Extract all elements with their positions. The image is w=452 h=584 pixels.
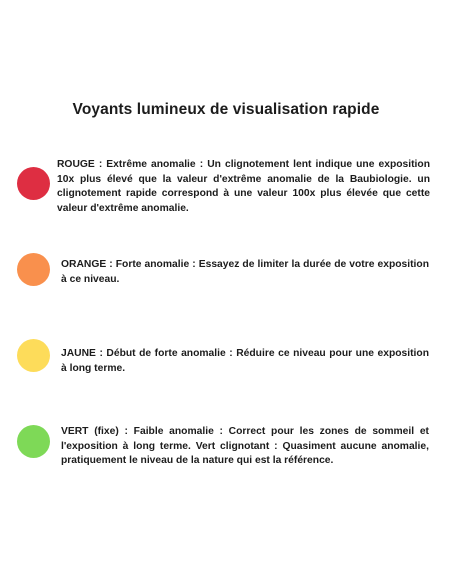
indicator-description-orange: ORANGE : Forte anomalie : Essayez de limiter la durée de votre exposition à ce niveau. xyxy=(61,259,429,285)
green-indicator-icon xyxy=(17,425,50,458)
indicator-description-green: VERT (fixe) : Faible anomalie : Correct pour les zones de sommeil et l'exposition à long terme. Vert clignotant : Quasiment aucune anomalie, pratiquement le niveau de la nature qui est la référence. xyxy=(61,426,429,466)
indicator-description-yellow: JAUNE : Début de forte anomalie : Réduire ce niveau pour une exposition à long terme. xyxy=(61,348,429,374)
indicator-description-red: ROUGE : Extrême anomalie : Un clignotement lent indique une exposition 10x plus élevé que la valeur d'extrême anomalie de la Baubiologie. un clignotement rapide correspond à une valeur 100x plus élevée que cette valeur d'extrême anomalie. xyxy=(57,159,430,214)
orange-indicator-icon xyxy=(17,253,50,286)
red-indicator-icon xyxy=(17,167,50,200)
yellow-indicator-icon xyxy=(17,339,50,372)
page-title: Voyants lumineux de visualisation rapide xyxy=(72,101,380,118)
